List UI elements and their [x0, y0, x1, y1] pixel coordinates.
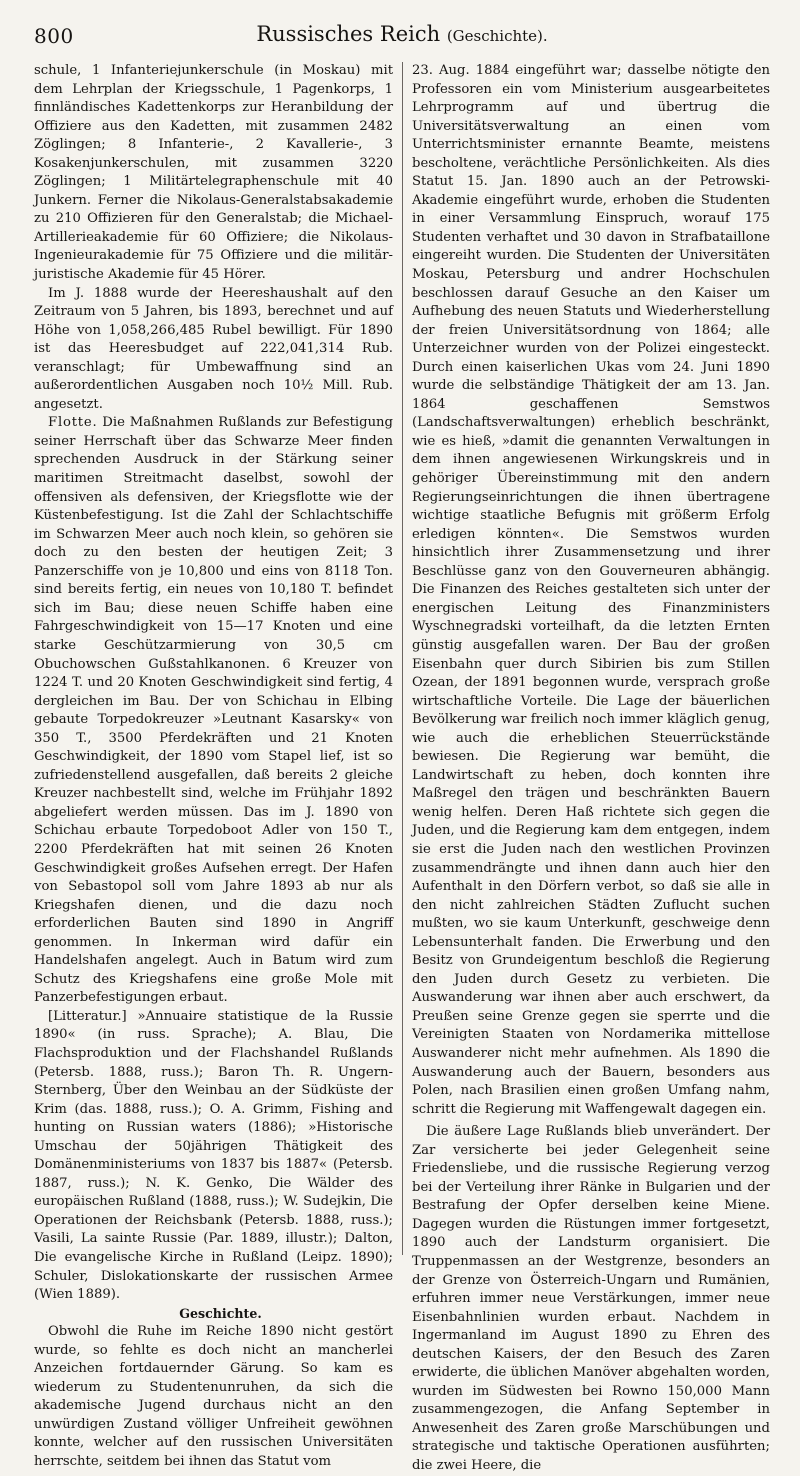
fleet-text: Die Maßnahmen Rußlands zur Befestigung seiner Herrschaft über das Schwarze Meer finden sprechenden Ausdruck in der Stärkung seiner maritimen Streitmacht daselbst, sowohl der offensiven als defensiven, der Kriegsflotte wie der Küstenbefestigung. Ist die Zahl der Schlachtschiffe im Schwarzen Meer auch noch klein, so gehören sie doch zu den besten der heutigen Zeit; 3 Panzerschiffe von je 10,800 und eins von 8118 Ton. sind bereits fertig, ein neues von 10,180 T. befindet sich im Bau; diese neuen Schiffe haben eine Fahrgeschwindigkeit von 15—17 Knoten und eine starke Geschützarmierung von 30,5 cm Obuchowschen Gußstahlkanonen. 6 Kreuzer von 1224 T. und 20 Knoten Geschwindigkeit sind fertig, 4 dergleichen im Bau. Der von Schichau in Elbing gebaute Torpedokreuzer »Leutnant Kasarsky« von 350 T., 3500 Pferdekräften und 21 Knoten Geschwindigkeit, der 1890 vom Stapel lief, ist so zufriedenstellend ausgefallen, daß bereits 2 gleiche Kreuzer nachbestellt sind, welche im Frühjahr 1892 abgeliefert werden müssen. Das im J. 1890 von Schichau erbaute Torpedoboot Adler von 150 T., 2200 Pferdekräften hat mit seinen 26 Knoten Geschwindigkeit großes Aufsehen erregt. Der Hafen von Sebastopol soll vom Jahre 1893 ab nur als Kriegshafen dienen, und die dazu noch erforderlichen Bauten sind 1890 in Angriff genommen. In Inkerman wird dafür ein Handelshafen angelegt. Auch in Batum wird zum Schutz des Kriegshafens eine große Mole mit Panzerbefestigungen erbaut. — [34, 415, 393, 1006]
literature-text: »Annuaire statistique de la Russie 1890« (in russ. Sprache); A. Blau, Die Flachsproduktion und der Flachshandel Rußlands (Petersb. 1888, russ.); Baron Th. R. Ungern-Sternberg, Über den Weinbau an der Südküste der Krim (das. 1888, russ.); O. A. Grimm, Fishing and hunting on Russian waters (1886); »Historische Umschau der 50jährigen Thätigkeit des Domänenministeriums von 1837 bis 1887« (Petersb. 1887, russ.); N. K. Genko, Die Wälder des europäischen Rußland (1888, russ.); W. Sudejkin, Die Operationen der Reichsbank (Petersb. 1888, russ.); Vasili, La sainte Russie (Par. 1889, illustr.); Dalton, Die evangelische Kirche in Rußland (Leipz. 1890); Schuler, Dislokationskarte der russischen Armee (Wien 1889). — [34, 1008, 393, 1303]
left-column — [34, 62, 402, 1470]
paragraph-history-continued: 23. Aug. 1884 eingeführt war; dasselbe nötigte den Professoren ein vom Ministerium ausgearbeitetes Lehrprogramm auf und übertrug die Universitätsverwaltung an einen vom Unterrichtsminister ernannte Beamte, meistens bescholtene, verächtliche Persönlichkeiten. Als dies Statut 15. Jan. 1890 auch an der Petrowski-Akademie eingeführt wurde, erhoben die Studenten in einer Versammlung Einspruch, worauf 175 Studenten verhaftet und 30 davon in Strafbataillone eingereiht wurden. Die Studenten der Universitäten Moskau, Petersburg und andrer Hochschulen beschlossen darauf Gesuche an den Kaiser um Aufhebung des neuen Statuts und Wiederherstellung der freien Universitätsordnung von 1864; alle Unterzeichner wurden von der Polizei eingesteckt. Durch einen kaiserlichen Ukas vom 24. Juni 1890 wurde die selbständige Thätigkeit der am 13. Jan. 1864 geschaffenen Semstwos (Landschaftsverwaltungen) erheblich beschränkt, wie es hieß, »damit die genannten Verwaltungen in dem ihnen angewiesenen Wirkungskreis und in gehöriger Übereinstimmung mit den andern Regierungseinrichtungen die ihnen übertragene wichtige staatliche Befugnis mit größerm Erfolg erledigen könnten«. Die Semstwos wurden hinsichtlich ihrer Zusammensetzung und ihrer Beschlüsse ganz von den Gouverneuren abhängig. Die Finanzen des Reiches gestalteten sich unter der energischen Leitung des Finanzministers Wyschnegradski vorteilhaft, da die letzten Ernten günstig ausgefallen waren. Der Bau der großen Eisenbahn quer durch Sibirien bis zum Stillen Ozean, der 1891 begonnen wurde, versprach große wirtschaftliche Vorteile. Die Lage der bäuerlichen Bevölkerung war freilich noch immer kläglich genug, wie auch die erheblichen Steuerrückstände bewiesen. Die Regierung war bemüht, die Landwirtschaft zu heben, doch konnten ihre Maßregel den trägen und beschränkten Bauern wenig helfen. Deren Haß richtete sich gegen die Juden, und die Regierung kam dem entgegen, indem sie erst die Juden nach den westlichen Provinzen zusammendrängte und ihnen dann auch hier den Aufenthalt in den Dörfern verbot, so daß sie alle in den nicht zahlreichen Städten Zuflucht suchen mußten, wo sie kaum Unterkunft, geschweige denn Lebensunterhalt fanden. Die Erwerbung und den Besitz von Grundeigentum beschloß die Regierung den Juden durch Gesetz zu verbieten. Die Auswanderung war ihnen aber auch erschwert, da Preußen seine Grenze gegen sie sperrte und die Vereinigten Staaten von Nordamerika mittellose Auswanderer nicht mehr aufnehmen. Als 1890 die Auswanderung auch der Bauern, besonders aus Polen, nach Brasilien einen großen Umfang nahm, schritt die Regierung mit Waffengewalt dagegen ein. — [412, 63, 770, 1117]
literature-lead-word: [Litteratur.] — [48, 1008, 127, 1024]
paragraph-military-schools: schule, 1 Infanteriejunkerschule (in Moskau) mit dem Lehrplan der Kriegsschule, 1 Pagenkorps, 1 finnländisches Kadettenkorps zur Heranbildung der Offiziere aus den Kadetten, mit zusammen 2482 Zöglingen; 8 Infanterie-, 2 Kavallerie-, 3 Kosakenjunkerschulen, mit zusammen 3220 Zöglingen; 1 Militärtelegraphenschule mit 40 Junkern. Ferner die Nikolaus-Generalstabsakademie zu 210 Offizieren für den Generalstab; die Michael-Artillerieakademie für 60 Offiziere; die Nikolaus-Ingenieurakademie für 75 Offiziere und die militär-juristische Akademie für 45 Hörer. — [34, 63, 393, 283]
section-heading-geschichte: Geschichte. — [179, 1305, 262, 1321]
fleet-lead-word: Flotte. — [48, 415, 98, 431]
page-number: 800 — [34, 24, 74, 48]
paragraph-fleet — [34, 414, 393, 1008]
paragraph-foreign-affairs: Die äußere Lage Rußlands blieb unverändert. Der Zar versicherte bei jeder Gelegenheit seine Friedensliebe, und die russische Regierung verzog bei der Verteilung ihrer Ränke in Bulgarien und der Bestrafung der Opfer derselben keine Miene. Dagegen wurden die Rüstungen immer fortgesetzt, 1890 auch der Landsturm organisiert. Die Truppenmassen an der Westgrenze, besonders an der Grenze von Österreich-Ungarn und Rumänien, erfuhren immer neue Verstärkungen, immer neue Eisenbahnlinien wurden erbaut. Nachdem in Ingermanland im August 1890 zu Ehren des deutschen Kaisers, der den Besuch des Zaren erwiderte, die üblichen Manöver abgehalten worden, wurden im Südwesten bei Rowno 150,000 Mann zusammengezogen, die Anfang September in Anwesenheit des Zaren große Marschübungen und strategische und taktische Operationen ausführten; die zwei Heere, die — [412, 1124, 770, 1474]
text-columns — [34, 62, 770, 1474]
paragraph-literature — [34, 1008, 393, 1305]
running-title — [34, 22, 770, 46]
right-column — [402, 62, 770, 1474]
running-title-main: Russisches Reich — [256, 22, 441, 46]
paragraph-army-budget: Im J. 1888 wurde der Heereshaushalt auf den Zeitraum von 5 Jahren, bis 1893, berechnet und auf Höhe von 1,058,266,485 Rubel bewilligt. Für 1890 ist das Heeresbudget auf 222,041,314 Rub. veranschlagt; für Umbewaffnung sind an außerordentlichen Ausgaben noch 10½ Mill. Rub. angesetzt. — [34, 285, 393, 412]
paragraph-history-intro: Obwohl die Ruhe im Reiche 1890 nicht gestört wurde, so fehlte es doch nicht an mancherlei Anzeichen fortdauernder Gärung. So kam es wiederum zu Studentenunruhen, da sich die akademische Jugend durchaus nicht an den unwürdigen Zustand völliger Unfreiheit gewöhnen konnte, welcher auf den russischen Universitäten herrschte, seitdem bei ihnen das Statut vom — [34, 1324, 393, 1470]
running-title-sub: (Geschichte). — [446, 27, 548, 45]
running-header — [34, 16, 770, 46]
